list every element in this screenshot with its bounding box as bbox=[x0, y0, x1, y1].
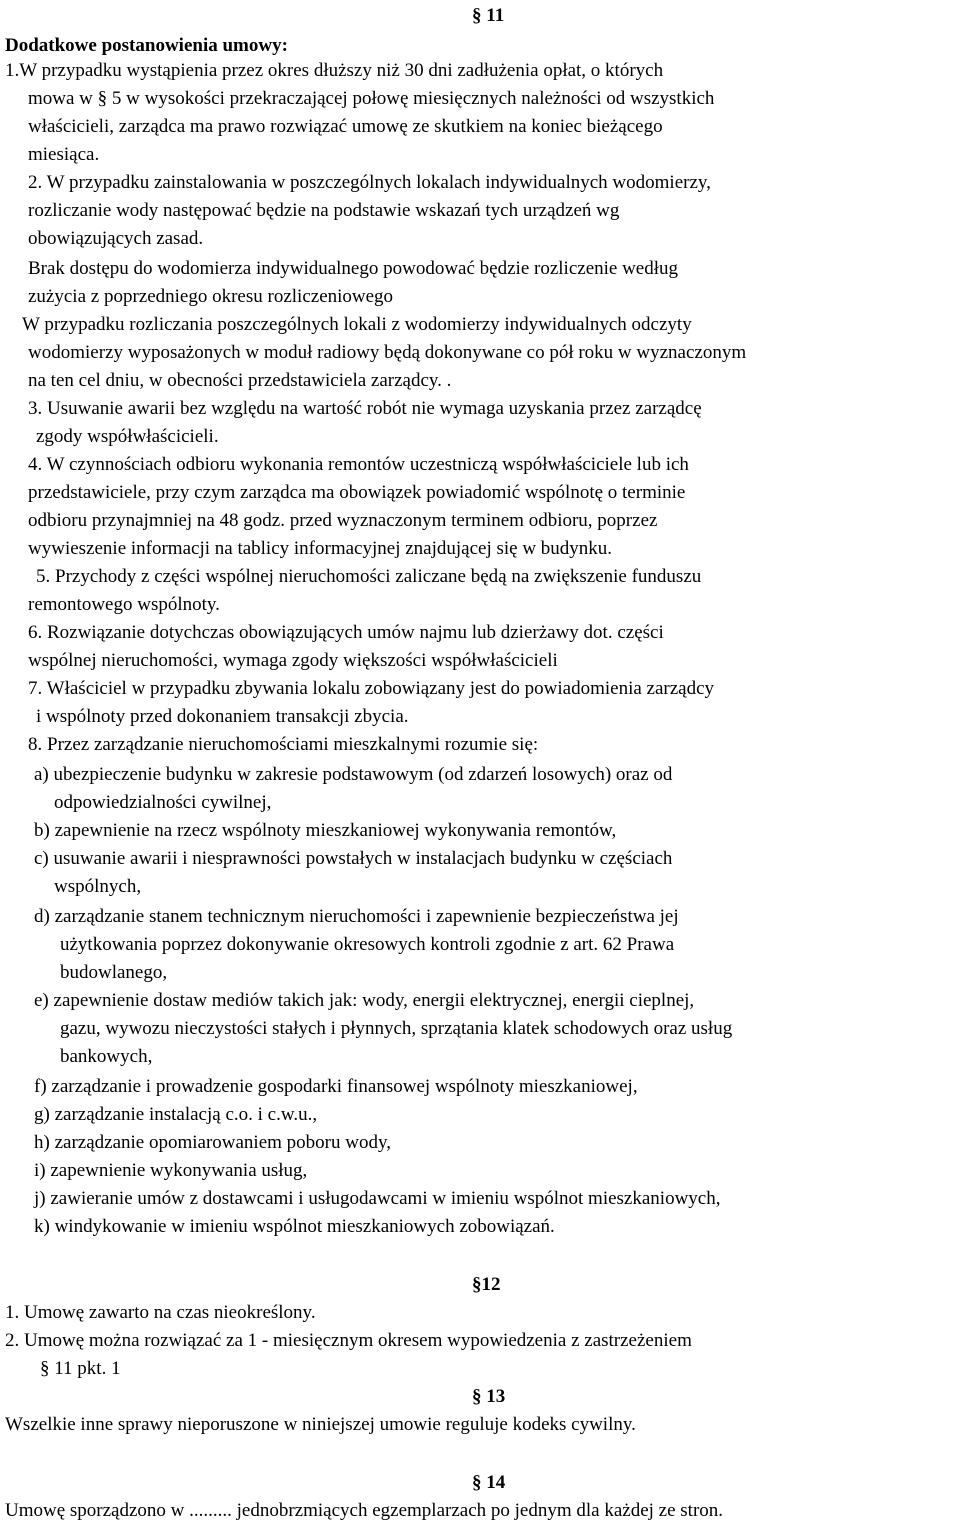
section-heading-12: §12 bbox=[472, 1274, 501, 1295]
paragraph-line: § 11 pkt. 1 bbox=[40, 1358, 121, 1379]
list-item: h) zarządzanie opomiarowaniem poboru wody, bbox=[34, 1132, 391, 1153]
list-item: d) zarządzanie stanem technicznym nieruchomości i zapewnienie bezpieczeństwa jej bbox=[34, 906, 679, 927]
list-item: k) windykowanie w imieniu wspólnot mieszkaniowych zobowiązań. bbox=[34, 1216, 555, 1237]
section-title: Dodatkowe postanowienia umowy: bbox=[5, 35, 288, 56]
paragraph-line: 3. Usuwanie awarii bez względu na wartość robót nie wymaga uzyskania przez zarządcę bbox=[28, 398, 702, 419]
paragraph-line: obowiązujących zasad. bbox=[28, 228, 204, 249]
list-item-continuation: odpowiedzialności cywilnej, bbox=[54, 792, 272, 813]
list-item-continuation: gazu, wywozu nieczystości stałych i płynnych, sprzątania klatek schodowych oraz usług bbox=[60, 1018, 733, 1039]
paragraph-line: zużycia z poprzedniego okresu rozliczeniowego bbox=[28, 286, 394, 307]
list-item: f) zarządzanie i prowadzenie gospodarki finansowej wspólnoty mieszkaniowej, bbox=[34, 1076, 638, 1097]
list-item-continuation: budowlanego, bbox=[60, 962, 168, 983]
list-item-continuation: użytkowania poprzez dokonywanie okresowych kontroli zgodnie z art. 62 Prawa bbox=[60, 934, 675, 955]
paragraph-line: remontowego wspólnoty. bbox=[28, 594, 220, 615]
paragraph-line: 1.W przypadku wystąpienia przez okres dłuższy niż 30 dni zadłużenia opłat, o których bbox=[5, 60, 664, 81]
list-item: b) zapewnienie na rzecz wspólnoty mieszkaniowej wykonywania remontów, bbox=[34, 820, 617, 841]
paragraph-line: 6. Rozwiązanie dotychczas obowiązujących umów najmu lub dzierżawy dot. części bbox=[28, 622, 664, 643]
paragraph-line: rozliczanie wody następować będzie na podstawie wskazań tych urządzeń wg bbox=[28, 200, 620, 221]
paragraph-line: przedstawiciele, przy czym zarządca ma obowiązek powiadomić wspólnotę o terminie bbox=[28, 482, 686, 503]
paragraph-line: 1. Umowę zawarto na czas nieokreślony. bbox=[5, 1302, 316, 1323]
paragraph-line: Brak dostępu do wodomierza indywidualnego powodować będzie rozliczenie według bbox=[28, 258, 679, 279]
paragraph-line: właścicieli, zarządca ma prawo rozwiązać umowę ze skutkiem na koniec bieżącego bbox=[28, 116, 663, 137]
paragraph-line: wodomierzy wyposażonych w moduł radiowy będą dokonywane co pół roku w wyznaczonym bbox=[28, 342, 747, 363]
paragraph-line: 2. W przypadku zainstalowania w poszczególnych lokalach indywidualnych wodomierzy, bbox=[28, 172, 711, 193]
paragraph-line: Umowę sporządzono w ......... jednobrzmiących egzemplarzach po jednym dla każdej ze stron. bbox=[5, 1500, 724, 1521]
paragraph-line: mowa w § 5 w wysokości przekraczającej połowę miesięcznych należności od wszystkich bbox=[28, 88, 715, 109]
paragraph-line: na ten cel dniu, w obecności przedstawiciela zarządcy. . bbox=[28, 370, 452, 391]
list-item: c) usuwanie awarii i niesprawności powstałych w instalacjach budynku w częściach bbox=[34, 848, 673, 869]
list-item: a) ubezpieczenie budynku w zakresie podstawowym (od zdarzeń losowych) oraz od bbox=[34, 764, 673, 785]
list-item: j) zawieranie umów z dostawcami i usługodawcami w imieniu wspólnot mieszkaniowych, bbox=[34, 1188, 721, 1209]
list-item: i) zapewnienie wykonywania usług, bbox=[34, 1160, 308, 1181]
paragraph-line: 8. Przez zarządzanie nieruchomościami mieszkalnymi rozumie się: bbox=[28, 734, 539, 755]
list-item-continuation: wspólnych, bbox=[54, 876, 142, 897]
list-item-continuation: bankowych, bbox=[60, 1046, 153, 1067]
list-item: g) zarządzanie instalacją c.o. i c.w.u., bbox=[34, 1104, 318, 1125]
paragraph-line: 5. Przychody z części wspólnej nieruchomości zaliczane będą na zwiększenie funduszu bbox=[36, 566, 702, 587]
paragraph-line: Wszelkie inne sprawy nieporuszone w niniejszej umowie reguluje kodeks cywilny. bbox=[5, 1414, 636, 1435]
paragraph-line: i wspólnoty przed dokonaniem transakcji zbycia. bbox=[36, 706, 409, 727]
paragraph-line: odbioru przynajmniej na 48 godz. przed wyznaczonym terminem odbioru, poprzez bbox=[28, 510, 658, 531]
paragraph-line: 7. Właściciel w przypadku zbywania lokalu zobowiązany jest do powiadomienia zarządcy bbox=[28, 678, 715, 699]
paragraph-line: wspólnej nieruchomości, wymaga zgody większości współwłaścicieli bbox=[28, 650, 558, 671]
section-heading-14: § 14 bbox=[472, 1472, 506, 1493]
list-item: e) zapewnienie dostaw mediów takich jak: wody, energii elektrycznej, energii cieplnej, bbox=[34, 990, 695, 1011]
section-heading-13: § 13 bbox=[472, 1386, 506, 1407]
paragraph-line: 4. W czynnościach odbioru wykonania remontów uczestniczą współwłaściciele lub ich bbox=[28, 454, 689, 475]
paragraph-line: zgody współwłaścicieli. bbox=[36, 426, 219, 447]
paragraph-line: wywieszenie informacji na tablicy informacyjnej znajdującej się w budynku. bbox=[28, 538, 613, 559]
paragraph-line: miesiąca. bbox=[28, 144, 100, 165]
paragraph-line: W przypadku rozliczania poszczególnych lokali z wodomierzy indywidualnych odczyty bbox=[22, 314, 692, 335]
section-heading-11: § 11 bbox=[472, 5, 505, 26]
paragraph-line: 2. Umowę można rozwiązać za 1 - miesięcznym okresem wypowiedzenia z zastrzeżeniem bbox=[5, 1330, 692, 1351]
